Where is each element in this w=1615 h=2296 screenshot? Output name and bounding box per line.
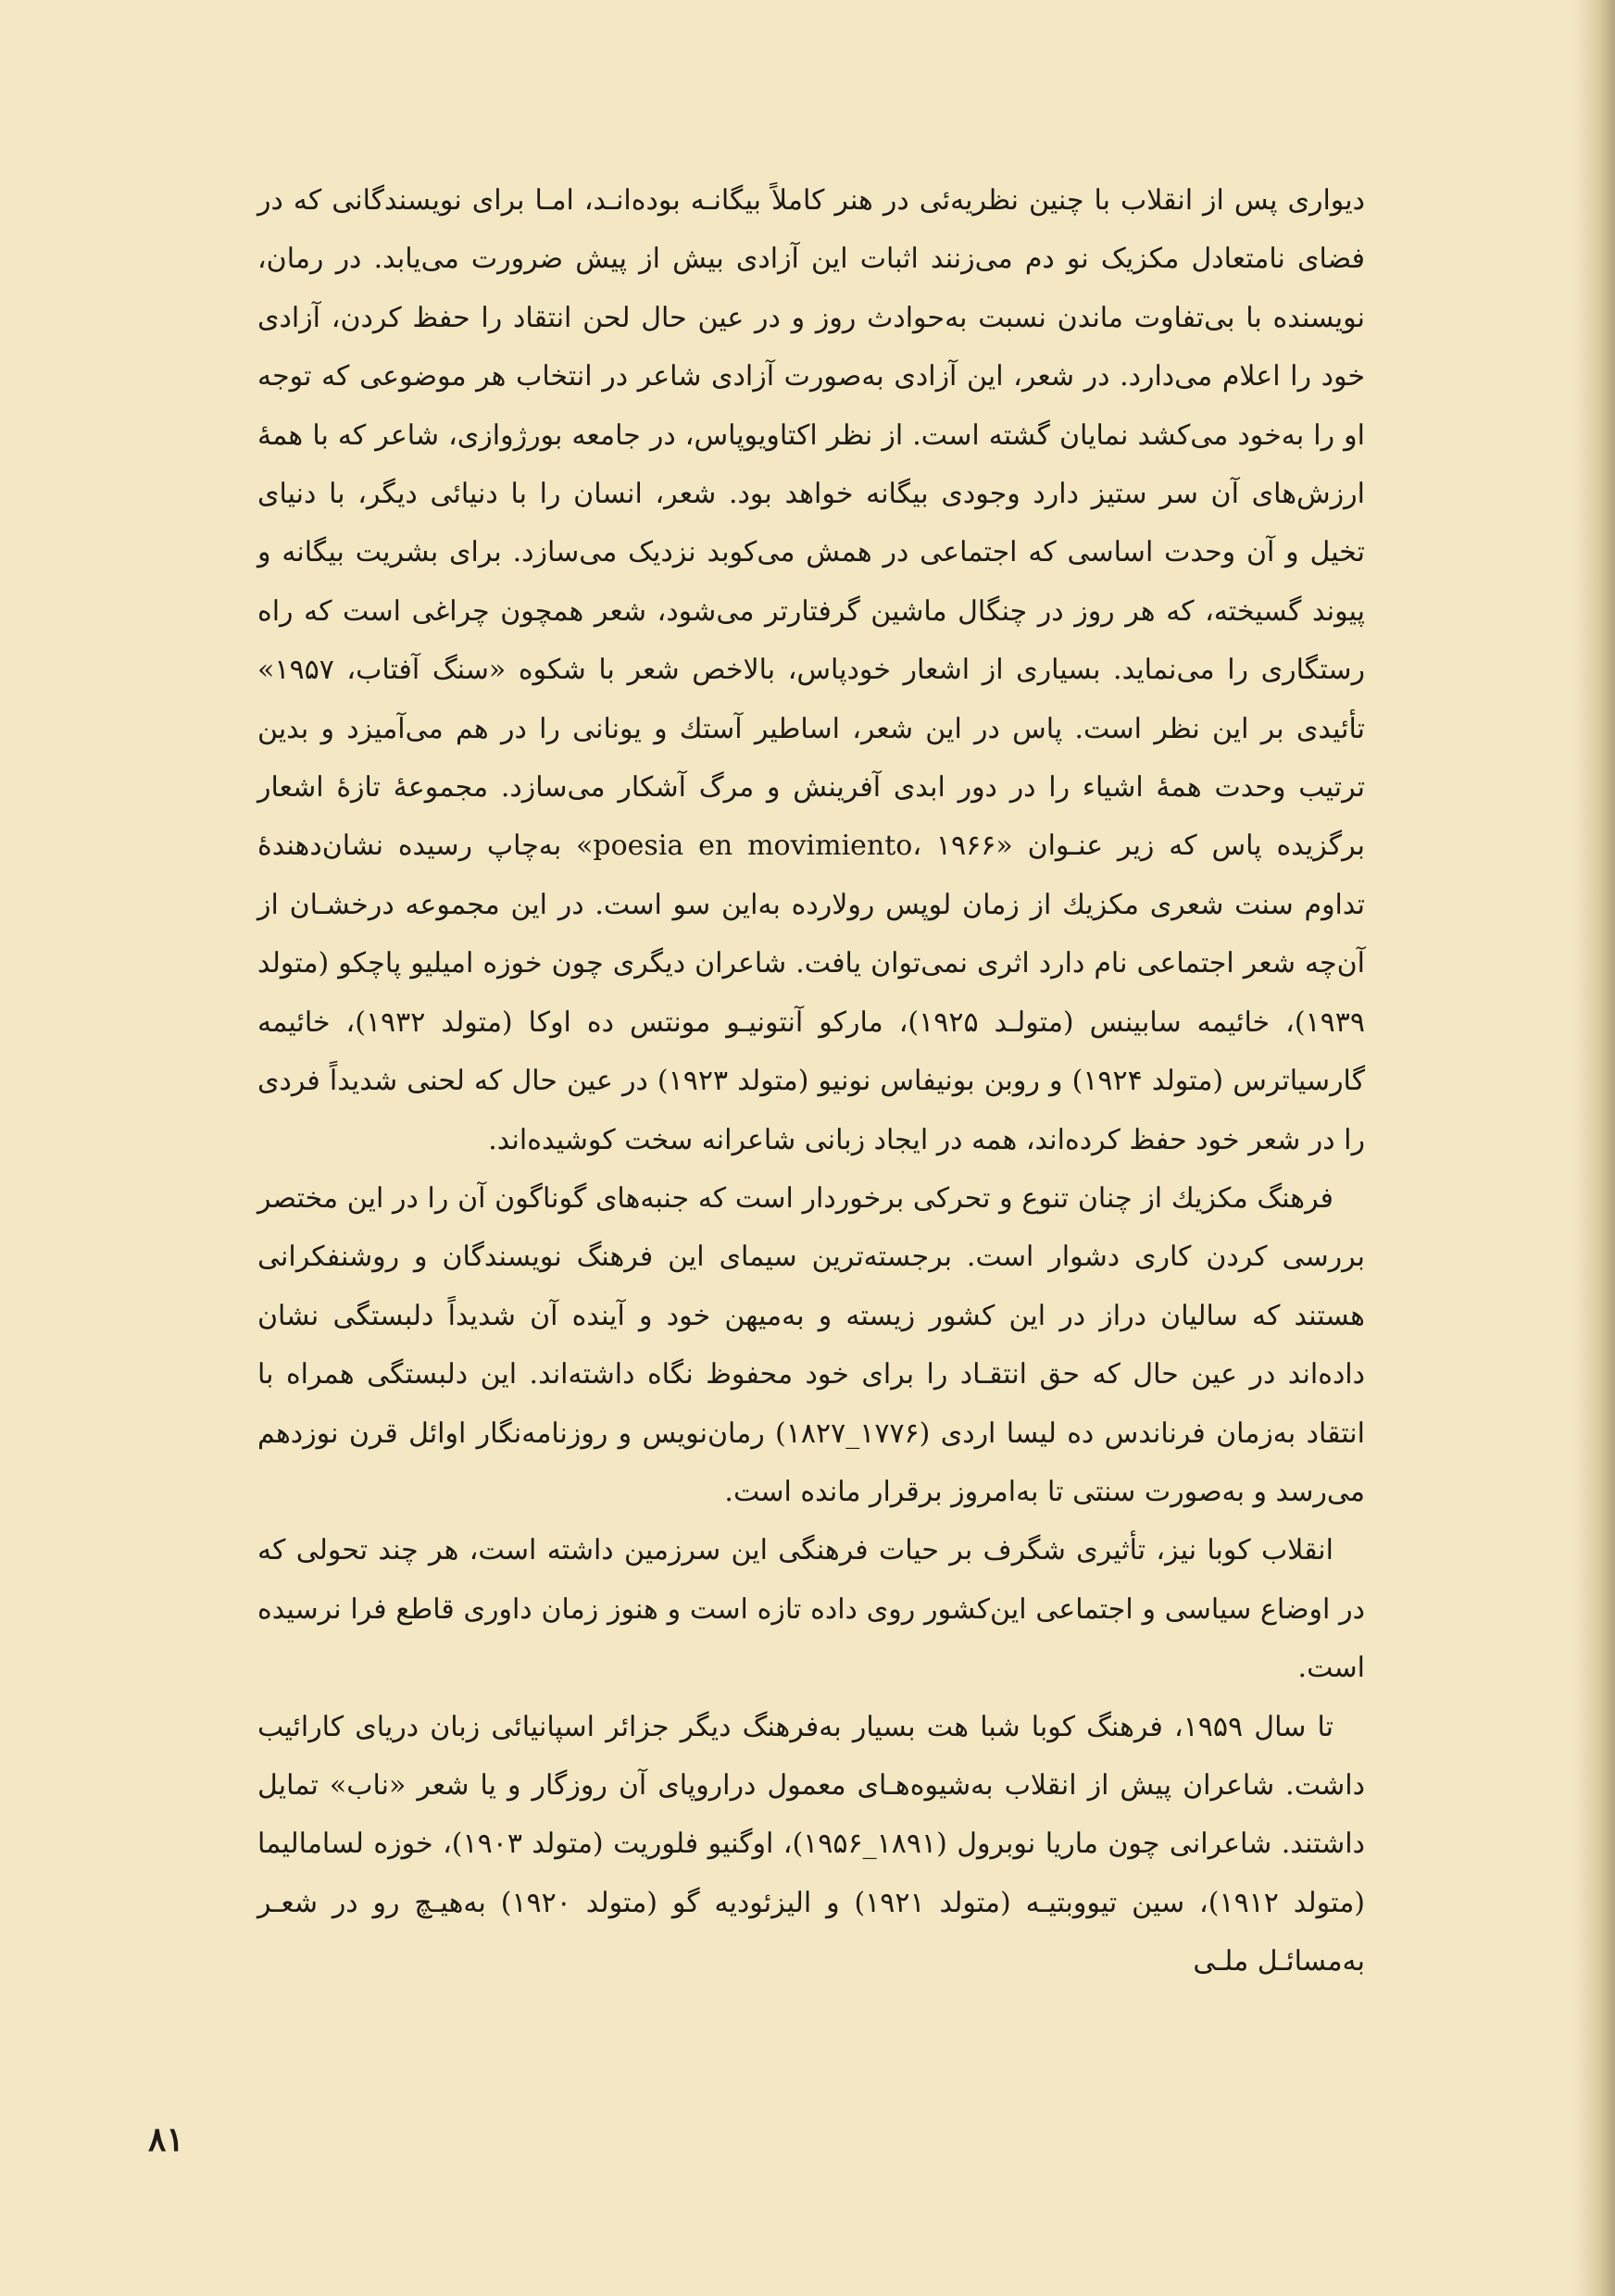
paragraph-4: تا سال ۱۹۵۹، فرهنگ کوبا شبا هت بسیار به‌فرهنگ دیگر جزائر اسپانیائی زبان دریای کارائیب داشت. شاعران پیش از انقلاب به‌شیوه‌هـای معمول دراروپای آن روزگار و یا شعر «ناب» تمایل داشتند. شاعرانی چون ماریا نوبرول (۱۸۹۱_۱۹۵۶)، اوگنیو فلوریت (متولد ۱۹۰۳)، خوزه لساماليما (متولد ۱۹۱۲)، سین تیووبتیـه (متولد ۱۹۲۱) و الیزئودیه گو (متولد ۱۹۲۰) به‌هیـچ رو در شعـر به‌مسائـل ملـی — [257, 1710, 1365, 1978]
paragraph-3: انقلاب کوبا نیز، تأثیری شگرف بر حیات فرهنگی این سرزمین داشته است، هر چند تحولی که در اوضاع سیاسی و اجتماعی این‌کشور روی داده تازه است و هنوز زمان داوری قاطع فرا نرسیده است. — [257, 1534, 1365, 1685]
page-edge-shadow — [1574, 0, 1615, 2296]
paragraph-1: دیواری پس از انقلاب با چنین نظریه‌ئی در هنر کاملاً بیگانـه بوده‌انـد، امـا برای نویسندگانی که در فضای نامتعادل مکزیک نو دم می‌زنند اثبات این آزادی بیش از پیش ضرورت می‌یابد. در رمان، نویسنده با بی‌تفاوت ماندن نسبت به‌حوادث روز و در عین حال لحن انتقاد را حفظ کردن، آزادی خود را اعلام می‌دارد. در شعر، این آزادی به‌صورت آزادی شاعر در انتخاب هر موضوعی که توجه او را به‌خود می‌کشد نمایان گشته است. از نظر اکتاویوپاس، در جامعه بورژوازی، شاعر که با همهٔ ارزش‌های آن سر ستیز دارد وجودی بیگانه خواهد بود. شعر، انسان را با دنیائی دیگر، با دنیای تخیل و آن وحدت اساسی که اجتماعی در همش می‌کوبد نزدیک می‌سازد. برای بشریت بیگانه و پیوند گسیخته، که هر روز در چنگال ماشین گرفتارتر می‌شود، شعر همچون چراغی است که راه رستگاری را می‌نماید. بسیاری از اشعار خودپاس، بالاخص شعر با شکوه «سنگ آفتاب، ۱۹۵۷» تأئیدی بر این نظر است. پاس در این شعر، اساطیر آستك و یونانی را در هم می‌آمیزد و بدین ترتیب وحدت همهٔ اشیاء را در دور ابدی آفرینش و مرگ آشکار می‌سازد. مجموعهٔ تازهٔ اشعار برگزیده پاس که زیر عنـوان «poesia en movimiento، ۱۹۶۶» به‌چاپ رسیده نشان‌دهندهٔ تداوم سنت شعری مکزیك از زمان لوپس رولارده به‌این سو است. در این مجموعه درخشـان از آن‌چه شعر اجتماعی نام دارد اثری نمی‌توان یافت. شاعران دیگری چون خوزه امیلیو پاچکو (متولد ۱۹۳۹)، خائیمه سابینس (متولـد ۱۹۲۵)، مارکو آنتونیـو مونتس ده اوکا (متولد ۱۹۳۲)، خائیمه گارسیاترس (متولد ۱۹۲۴) و روبن بونیفاس نونیو (متولد ۱۹۲۳) در عین حال که لحنی شدیداً فردی را در شعر خود حفظ کرده‌اند، همه در ایجاد زبانی شاعرانه سخت کوشیده‌اند. — [257, 184, 1365, 1156]
body-text — [257, 171, 1365, 1991]
paragraph-2: فرهنگ مکزیك از چنان تنوع و تحرکی برخوردار است که جنبه‌های گوناگون آن را در این مختصر بررسی کردن کاری دشوار است. برجسته‌ترین سیمای این فرهنگ نویسندگان و روشنفکرانی هستند که سالیان دراز در این کشور زیسته و به‌میهن خود و آینده آن شدیداً دلبستگی نشان داده‌اند در عین حال که حق انتقـاد را برای خود محفوظ نگاه داشته‌اند. این دلبستگی همراه با انتقاد به‌زمان فرناندس ده لیسا اردی (۱۷۷۶_۱۸۲۷) رمان‌نویس و روزنامه‌نگار اوائل قرن نوزدهم می‌رسد و به‌صورت سنتی تا به‌امروز برقرار مانده است. — [257, 1181, 1365, 1508]
page-number: ۸۱ — [148, 2120, 184, 2159]
